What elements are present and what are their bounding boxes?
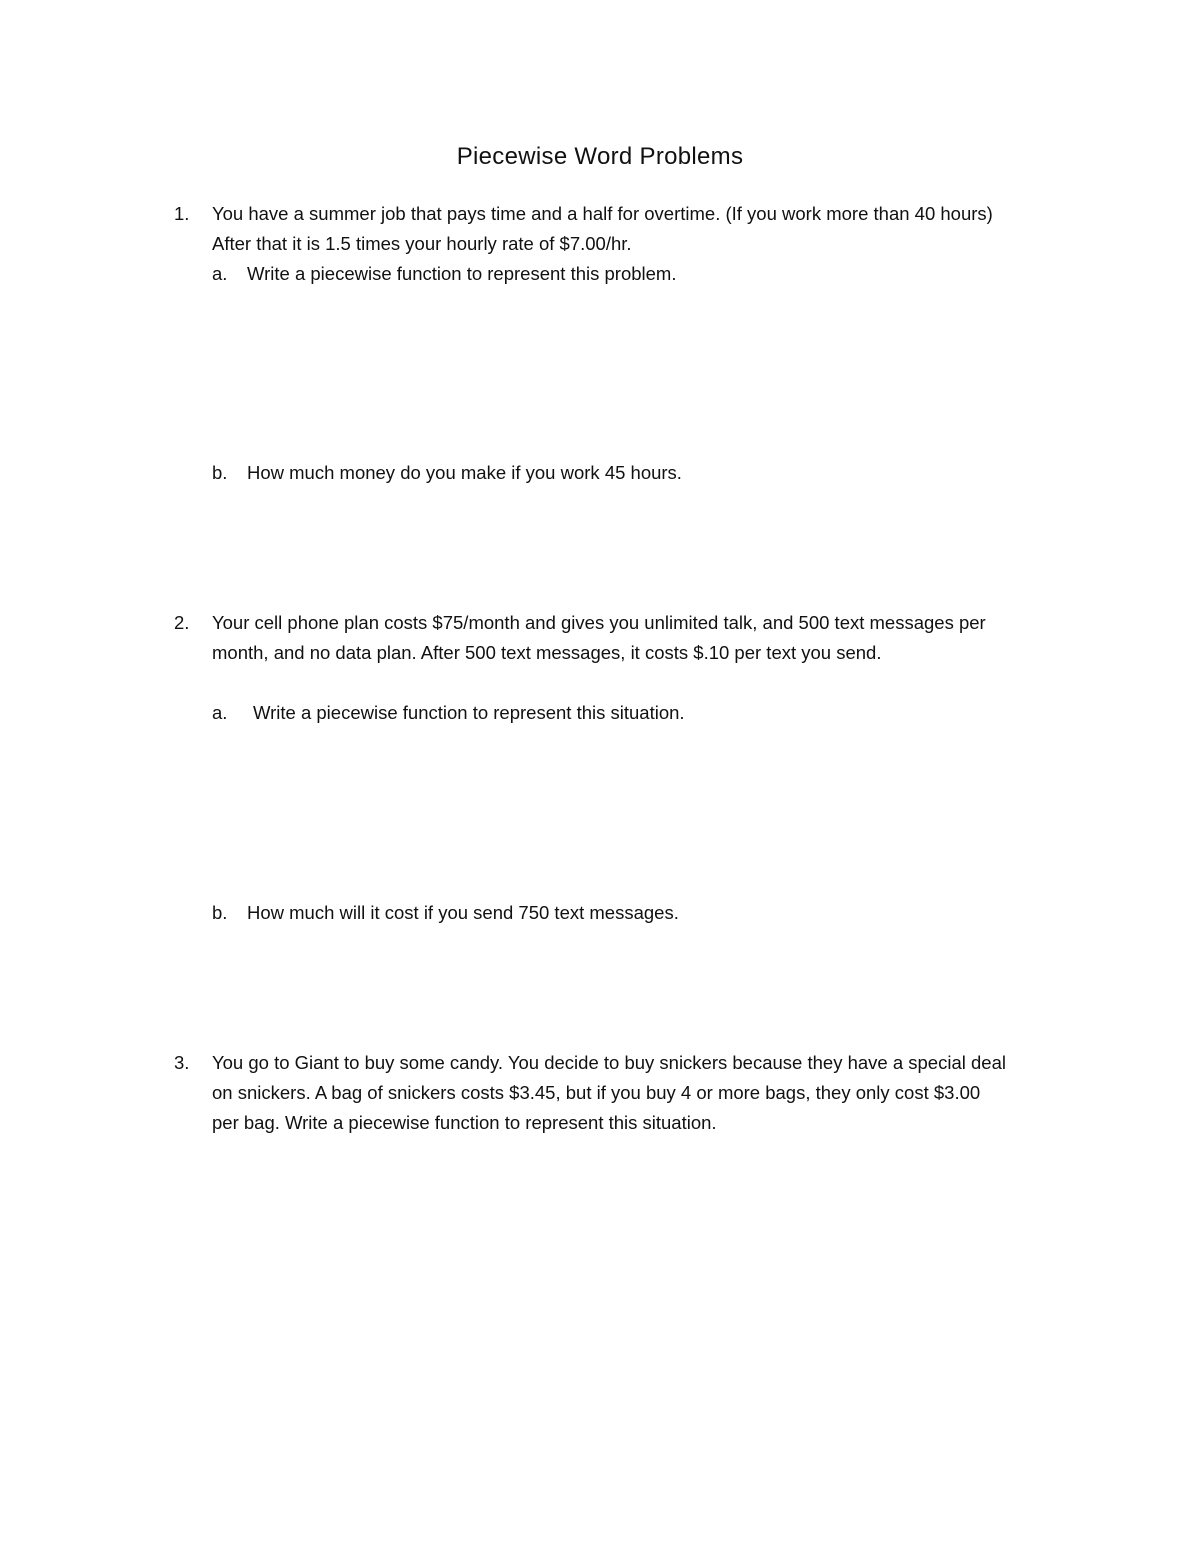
part-text: How much money do you make if you work 45 hours.	[247, 462, 682, 483]
problem-line: After that it is 1.5 times your hourly rate of $7.00/hr.	[212, 233, 632, 254]
part-text: How much will it cost if you send 750 text messages.	[247, 902, 679, 923]
part-letter: b.	[212, 462, 228, 483]
problem-1-part-a	[212, 259, 1072, 289]
problem-line: You have a summer job that pays time and a half for overtime. (If you work more than 40 hours)	[212, 203, 993, 224]
problem-2-part-b	[212, 898, 1072, 928]
part-letter: a.	[212, 702, 228, 723]
problem-number: 3.	[174, 1052, 190, 1073]
problem-line: month, and no data plan. After 500 text messages, it costs $.10 per text you send.	[212, 642, 882, 663]
problem-number: 1.	[174, 203, 190, 224]
part-letter: a.	[212, 263, 228, 284]
problem-line: on snickers. A bag of snickers costs $3.45, but if you buy 4 or more bags, they only cost $3.00	[212, 1082, 981, 1103]
problem-1-part-b	[212, 458, 1072, 488]
part-text: Write a piecewise function to represent this situation.	[253, 702, 685, 723]
problem-3	[174, 1048, 1074, 1138]
problem-line: per bag. Write a piecewise function to represent this situation.	[212, 1112, 717, 1133]
problem-line: Your cell phone plan costs $75/month and gives you unlimited talk, and 500 text messages per	[212, 612, 986, 633]
problem-line: You go to Giant to buy some candy. You decide to buy snickers because they have a special deal	[212, 1052, 1006, 1073]
part-text: Write a piecewise function to represent this problem.	[247, 263, 677, 284]
page-title: Piecewise Word Problems	[456, 143, 744, 170]
problem-2-part-a	[212, 698, 1072, 728]
problem-1	[174, 199, 1074, 259]
part-letter: b.	[212, 902, 228, 923]
problem-number: 2.	[174, 612, 190, 633]
problem-2	[174, 608, 1074, 668]
